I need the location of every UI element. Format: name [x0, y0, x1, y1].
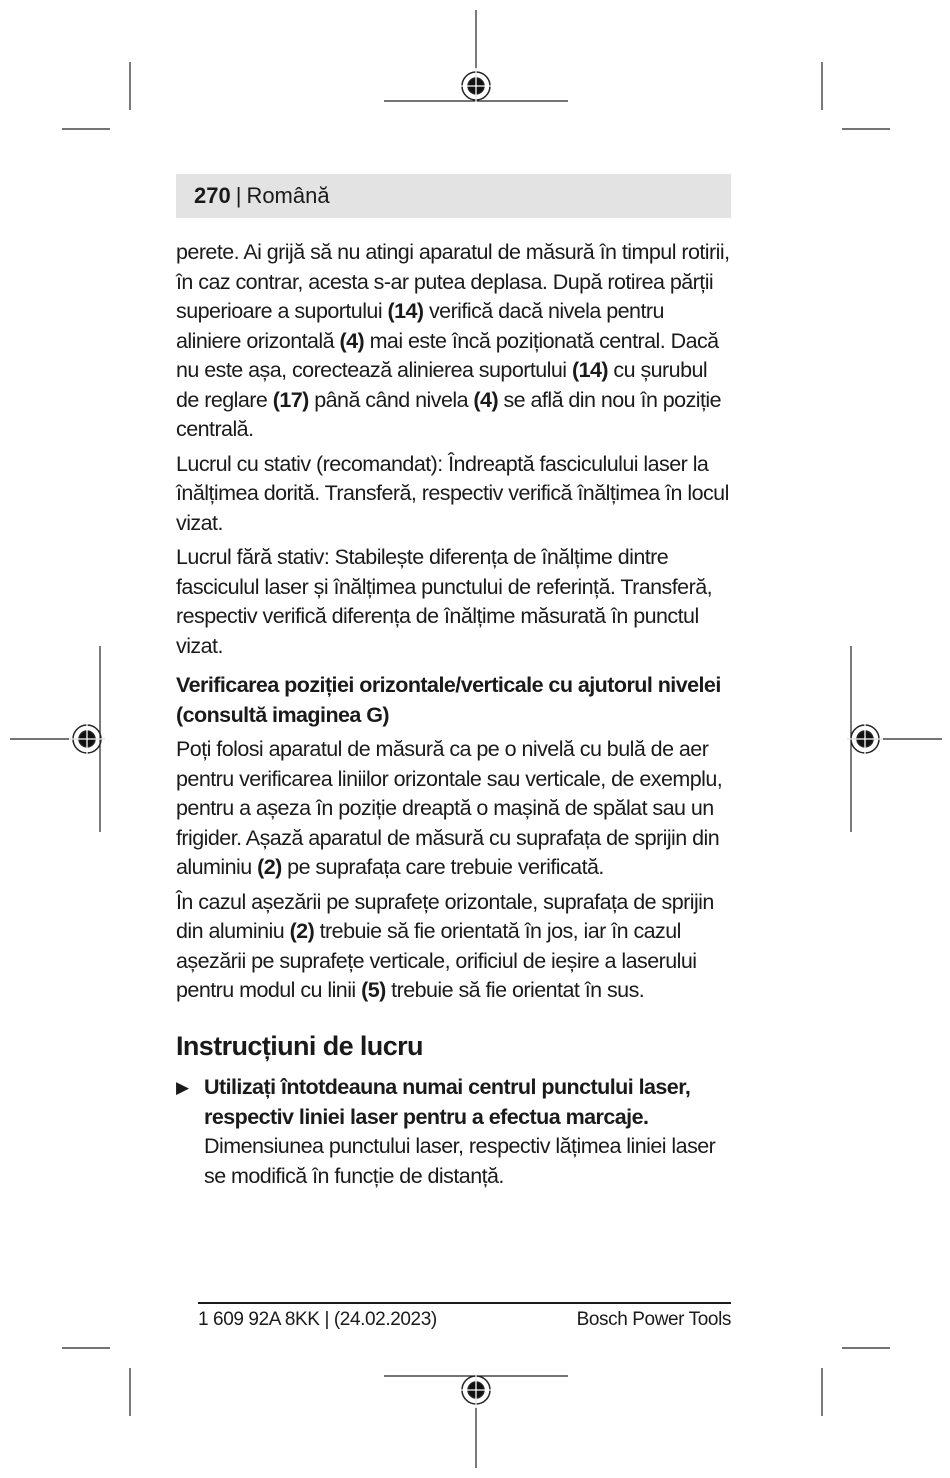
paragraph-without-tripod: Lucrul fără stativ: Stabilește diferența de înălțime dintre fasciculul laser și înălțimea punctului de referință. Transferă, respectiv verifică diferența de înălțime măsurată în punctul vizat.	[176, 545, 713, 658]
paragraph-level-usage: Poți folosi aparatul de măsură ca pe o nivelă cu bulă de aer pentru verificarea liniilor orizontale sau verticale, de exemplu, pentru a așeza în poziție dreaptă o mașină de spălat sau un frigider. Așază aparatul de măsură cu suprafața de sprijin din aluminiu (2) pe suprafața care trebuie verificată.	[176, 737, 723, 879]
paragraph-surface-orientation: În cazul așezării pe suprafețe orizontale, suprafața de sprijin din aluminiu (2) trebuie să fie orientată în jos, iar în cazul așezării pe suprafețe verticale, orificiul de ieșire a laserului pentru modul cu linii (5) trebuie să fie orientat în sus.	[176, 889, 714, 1002]
registration-mark-right	[847, 721, 883, 757]
bullet-item	[176, 1073, 731, 1191]
section-title-working-instructions: Instrucțiuni de lucru	[176, 1030, 423, 1061]
footer-brand: Bosch Power Tools	[576, 1309, 731, 1330]
registration-mark-bottom	[458, 1372, 494, 1408]
subheading-level-check: Verificarea poziției orizontale/verticale cu ajutorul nivelei (consultă imaginea G)	[176, 673, 721, 727]
paragraph-with-tripod: Lucrul cu stativ (recomandat): Îndreaptă fasciculului laser la înălțimea dorită. Transferă, respectiv verifică înălțimea în locul vizat.	[176, 451, 729, 535]
paragraph-rotation: perete. Ai grijă să nu atingi aparatul de măsură în timpul rotirii, în caz contrar, acesta s-ar putea deplasa. După rotirea părții superioare a suportului (14) verifică dacă nivela pentru aliniere orizontală (4) mai este încă poziționată central. Dacă nu este așa, corectează alinierea suportului (14) cu șurubul de reglare (17) până când nivela (4) se află din nou în poziție centrală.	[176, 240, 730, 441]
header-language: Română	[246, 183, 330, 208]
page-body	[176, 238, 731, 1191]
bullet-arrow-icon: ▶	[176, 1078, 189, 1097]
page-footer	[198, 1302, 731, 1331]
page-header	[176, 174, 731, 218]
page-number: 270	[194, 183, 231, 208]
footer-doc-id: 1 609 92A 8KK | (24.02.2023)	[198, 1309, 437, 1330]
bullet-strong-text: Utilizați întotdeauna numai centrul punctului laser, respectiv liniei laser pentru a efectua marcaje.	[204, 1075, 691, 1129]
header-separator: |	[235, 183, 242, 208]
registration-mark-top	[458, 68, 494, 104]
bullet-text: Dimensiunea punctului laser, respectiv lățimea liniei laser se modifică în funcție de distanță.	[204, 1134, 716, 1188]
